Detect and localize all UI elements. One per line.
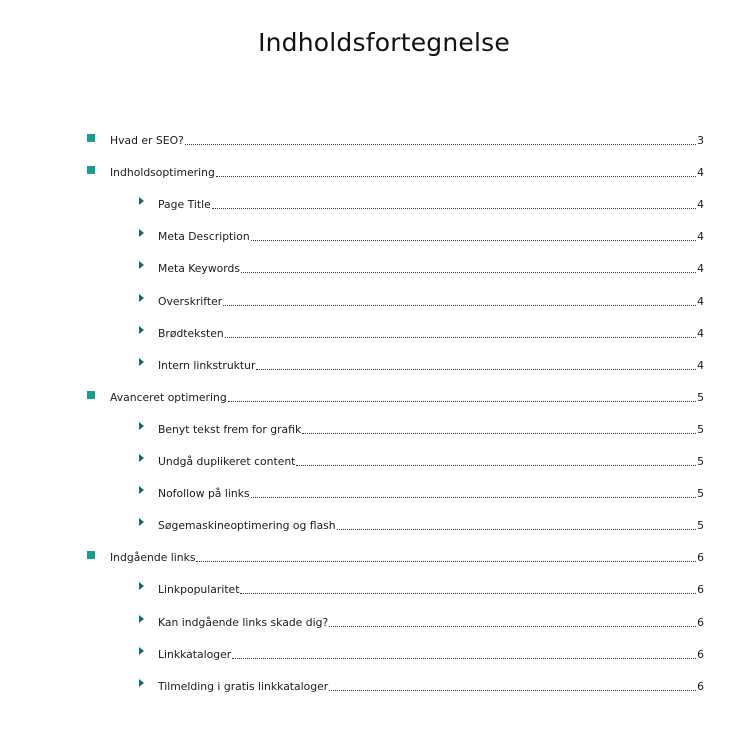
toc-page-number: 4	[697, 230, 704, 243]
triangle-bullet-icon	[139, 197, 144, 205]
toc-subentry[interactable]	[158, 614, 704, 630]
toc-entry-label: Hvad er SEO?	[110, 134, 184, 147]
triangle-bullet-icon	[139, 679, 144, 687]
triangle-bullet-icon	[139, 486, 144, 494]
toc-page-number: 5	[697, 423, 704, 436]
triangle-bullet-icon	[139, 229, 144, 237]
page-title: Indholdsfortegnelse	[258, 28, 510, 57]
triangle-bullet-icon	[139, 454, 144, 462]
dot-leader	[196, 561, 696, 562]
square-bullet-icon	[87, 391, 95, 399]
dot-leader	[329, 690, 696, 691]
toc-entry-label: Kan indgående links skade dig?	[158, 616, 329, 629]
toc-subentry[interactable]	[158, 678, 704, 694]
dot-leader	[251, 497, 696, 498]
dot-leader	[232, 658, 696, 659]
toc-page-number: 6	[697, 583, 704, 596]
toc-page-number: 4	[697, 295, 704, 308]
toc-page-number: 6	[697, 680, 704, 693]
toc-page-number: 6	[697, 551, 704, 564]
triangle-bullet-icon	[139, 518, 144, 526]
toc-entry[interactable]	[110, 164, 704, 180]
toc-page-number: 5	[697, 455, 704, 468]
triangle-bullet-icon	[139, 326, 144, 334]
square-bullet-icon	[87, 551, 95, 559]
dot-leader	[302, 433, 696, 434]
toc-page-number: 4	[697, 327, 704, 340]
toc-subentry[interactable]	[158, 260, 704, 276]
toc-subentry[interactable]	[158, 646, 704, 662]
toc-page-number: 4	[697, 359, 704, 372]
dot-leader	[241, 272, 696, 273]
dot-leader	[212, 208, 696, 209]
toc-entry-label: Undgå duplikeret content	[158, 455, 296, 468]
toc-subentry[interactable]	[158, 517, 704, 533]
dot-leader	[251, 240, 696, 241]
triangle-bullet-icon	[139, 358, 144, 366]
triangle-bullet-icon	[139, 615, 144, 623]
dot-leader	[240, 593, 696, 594]
dot-leader	[225, 337, 696, 338]
toc-page-number: 4	[697, 166, 704, 179]
toc-entry[interactable]	[110, 132, 704, 148]
triangle-bullet-icon	[139, 294, 144, 302]
toc-page-number: 5	[697, 519, 704, 532]
triangle-bullet-icon	[139, 261, 144, 269]
toc-subentry[interactable]	[158, 357, 704, 373]
toc-subentry[interactable]	[158, 293, 704, 309]
toc-entry-label: Nofollow på links	[158, 487, 250, 500]
dot-leader	[329, 626, 696, 627]
toc-entry-label: Linkpopularitet	[158, 583, 240, 596]
toc-entry-label: Overskrifter	[158, 295, 223, 308]
toc-subentry[interactable]	[158, 453, 704, 469]
toc-entry-label: Intern linkstruktur	[158, 359, 256, 372]
toc-page-number: 4	[697, 262, 704, 275]
dot-leader	[337, 529, 696, 530]
toc-entry-label: Page Title	[158, 198, 211, 211]
toc-entry-label: Tilmelding i gratis linkkataloger	[158, 680, 329, 693]
toc-entry-label: Meta Keywords	[158, 262, 240, 275]
dot-leader	[256, 369, 696, 370]
toc-page-number: 5	[697, 487, 704, 500]
toc-entry-label: Søgemaskineoptimering og flash	[158, 519, 336, 532]
dot-leader	[228, 401, 696, 402]
triangle-bullet-icon	[139, 422, 144, 430]
toc-page-number: 6	[697, 648, 704, 661]
toc-entry-label: Linkkataloger	[158, 648, 232, 661]
square-bullet-icon	[87, 166, 95, 174]
toc-entry-label: Avanceret optimering	[110, 391, 227, 404]
toc-subentry[interactable]	[158, 325, 704, 341]
toc-page-number: 5	[697, 391, 704, 404]
triangle-bullet-icon	[139, 582, 144, 590]
toc-page-number: 6	[697, 616, 704, 629]
toc-subentry[interactable]	[158, 228, 704, 244]
toc-subentry[interactable]	[158, 196, 704, 212]
dot-leader	[223, 305, 696, 306]
triangle-bullet-icon	[139, 647, 144, 655]
toc-page-number: 4	[697, 198, 704, 211]
dot-leader	[185, 144, 696, 145]
toc-entry-label: Indgående links	[110, 551, 196, 564]
dot-leader	[216, 176, 696, 177]
toc-page-number: 3	[697, 134, 704, 147]
toc-entry-label: Meta Description	[158, 230, 250, 243]
toc-entry-label: Indholdsoptimering	[110, 166, 215, 179]
toc-subentry[interactable]	[158, 485, 704, 501]
toc-entry-label: Brødteksten	[158, 327, 224, 340]
dot-leader	[296, 465, 696, 466]
square-bullet-icon	[87, 134, 95, 142]
toc-entry[interactable]	[110, 549, 704, 565]
toc-subentry[interactable]	[158, 581, 704, 597]
toc-entry[interactable]	[110, 389, 704, 405]
toc-subentry[interactable]	[158, 421, 704, 437]
toc-entry-label: Benyt tekst frem for grafik	[158, 423, 302, 436]
